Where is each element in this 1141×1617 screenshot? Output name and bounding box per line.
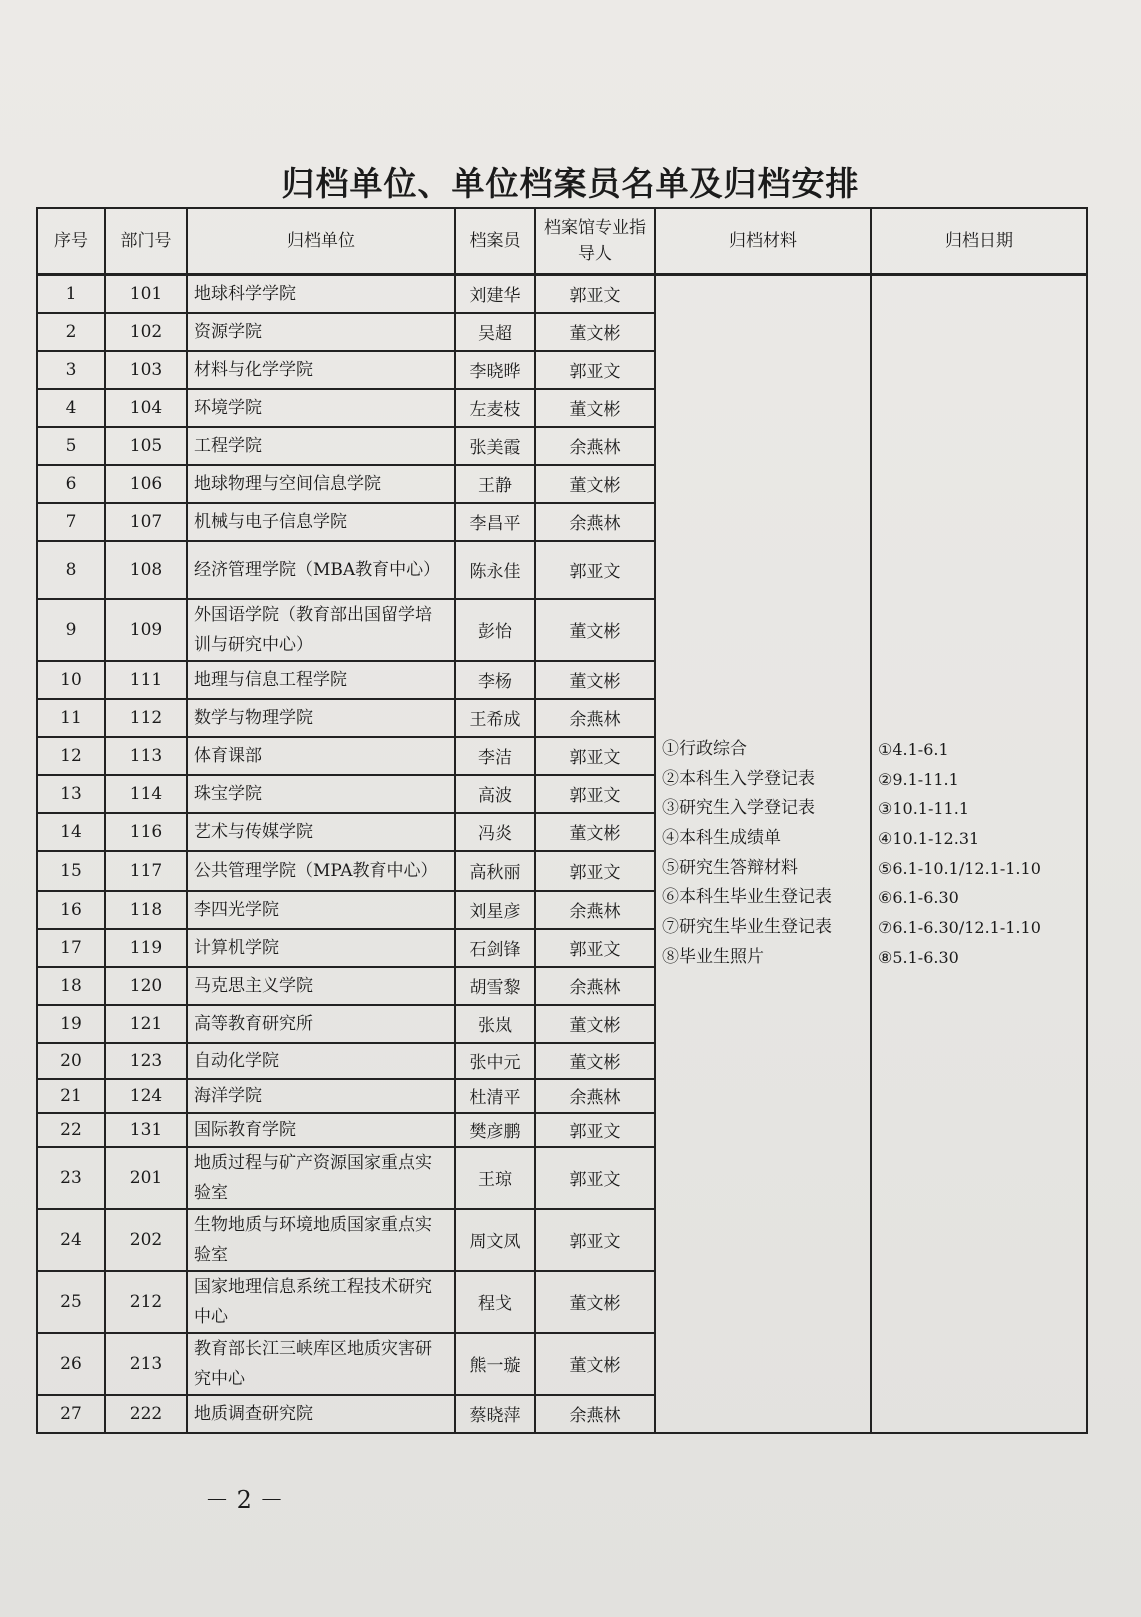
row-archivist: 樊彦鹏 <box>455 1113 535 1147</box>
row-archivist: 胡雪黎 <box>455 967 535 1005</box>
row-instructor: 董文彬 <box>535 313 655 351</box>
date-item: ⑥6.1-6.30 <box>878 888 959 908</box>
row-archivist: 左麦枝 <box>455 389 535 427</box>
row-dept-no: 113 <box>105 737 187 775</box>
row-archivist: 高秋丽 <box>455 851 535 891</box>
row-unit: 地质调查研究院 <box>187 1395 455 1433</box>
row-archivist: 李昌平 <box>455 503 535 541</box>
row-dept-no: 116 <box>105 813 187 851</box>
row-archivist: 熊一璇 <box>455 1333 535 1395</box>
row-seq: 21 <box>37 1079 105 1113</box>
row-unit: 地质过程与矿产资源国家重点实验室 <box>187 1147 455 1209</box>
row-seq: 13 <box>37 775 105 813</box>
row-unit: 环境学院 <box>187 389 455 427</box>
row-unit: 经济管理学院（MBA教育中心） <box>187 541 455 599</box>
row-unit: 公共管理学院（MPA教育中心） <box>187 851 455 891</box>
header-seq: 序号 <box>37 208 105 275</box>
row-unit: 艺术与传媒学院 <box>187 813 455 851</box>
row-seq: 22 <box>37 1113 105 1147</box>
table-header-row <box>37 208 1087 275</box>
material-item: ④本科生成绩单 <box>662 828 781 849</box>
row-dept-no: 107 <box>105 503 187 541</box>
row-instructor: 余燕林 <box>535 699 655 737</box>
row-seq: 7 <box>37 503 105 541</box>
row-seq: 26 <box>37 1333 105 1395</box>
row-unit: 李四光学院 <box>187 891 455 929</box>
row-archivist: 李洁 <box>455 737 535 775</box>
materials-cell <box>655 275 871 1433</box>
row-instructor: 郭亚文 <box>535 275 655 313</box>
row-seq: 15 <box>37 851 105 891</box>
row-archivist: 张中元 <box>455 1043 535 1079</box>
row-archivist: 刘建华 <box>455 275 535 313</box>
row-instructor: 郭亚文 <box>535 851 655 891</box>
material-item: ①行政综合 <box>662 739 747 759</box>
row-seq: 27 <box>37 1395 105 1433</box>
header-date: 归档日期 <box>871 208 1087 275</box>
row-instructor: 郭亚文 <box>535 1113 655 1147</box>
row-instructor: 余燕林 <box>535 1079 655 1113</box>
row-unit: 资源学院 <box>187 313 455 351</box>
table-body <box>37 275 1087 1433</box>
row-archivist: 王静 <box>455 465 535 503</box>
row-seq: 24 <box>37 1209 105 1271</box>
material-item: ③研究生入学登记表 <box>662 798 815 819</box>
row-dept-no: 222 <box>105 1395 187 1433</box>
row-archivist: 王希成 <box>455 699 535 737</box>
row-dept-no: 123 <box>105 1043 187 1079</box>
row-dept-no: 121 <box>105 1005 187 1043</box>
row-dept-no: 120 <box>105 967 187 1005</box>
row-dept-no: 213 <box>105 1333 187 1395</box>
row-archivist: 杜清平 <box>455 1079 535 1113</box>
row-dept-no: 112 <box>105 699 187 737</box>
material-item: ⑦研究生毕业生登记表 <box>662 917 832 938</box>
row-archivist: 陈永佳 <box>455 541 535 599</box>
row-instructor: 董文彬 <box>535 661 655 699</box>
row-archivist: 冯炎 <box>455 813 535 851</box>
row-dept-no: 111 <box>105 661 187 699</box>
row-seq: 3 <box>37 351 105 389</box>
row-unit: 自动化学院 <box>187 1043 455 1079</box>
row-instructor: 余燕林 <box>535 891 655 929</box>
row-archivist: 王琼 <box>455 1147 535 1209</box>
row-dept-no: 101 <box>105 275 187 313</box>
row-unit: 计算机学院 <box>187 929 455 967</box>
page-title: 归档单位、单位档案员名单及归档安排 <box>281 164 860 203</box>
row-instructor: 董文彬 <box>535 813 655 851</box>
row-archivist: 高波 <box>455 775 535 813</box>
row-dept-no: 108 <box>105 541 187 599</box>
row-instructor: 郭亚文 <box>535 1147 655 1209</box>
row-dept-no: 118 <box>105 891 187 929</box>
row-unit: 地球物理与空间信息学院 <box>187 465 455 503</box>
row-seq: 11 <box>37 699 105 737</box>
row-archivist: 刘星彦 <box>455 891 535 929</box>
row-seq: 10 <box>37 661 105 699</box>
row-unit: 马克思主义学院 <box>187 967 455 1005</box>
row-unit: 海洋学院 <box>187 1079 455 1113</box>
header-instructor: 档案馆专业指导人 <box>535 208 655 275</box>
material-item: ⑤研究生答辩材料 <box>662 857 798 878</box>
row-instructor: 郭亚文 <box>535 775 655 813</box>
row-seq: 19 <box>37 1005 105 1043</box>
row-dept-no: 105 <box>105 427 187 465</box>
date-item: ④10.1-12.31 <box>878 829 980 849</box>
row-archivist: 吴超 <box>455 313 535 351</box>
row-seq: 16 <box>37 891 105 929</box>
row-seq: 12 <box>37 737 105 775</box>
row-seq: 20 <box>37 1043 105 1079</box>
row-instructor: 董文彬 <box>535 599 655 661</box>
header-materials: 归档材料 <box>655 208 871 275</box>
table-row <box>37 275 1087 313</box>
row-unit: 高等教育研究所 <box>187 1005 455 1043</box>
row-seq: 18 <box>37 967 105 1005</box>
row-instructor: 董文彬 <box>535 1333 655 1395</box>
row-dept-no: 124 <box>105 1079 187 1113</box>
row-seq: 8 <box>37 541 105 599</box>
header-archivist: 档案员 <box>455 208 535 275</box>
row-dept-no: 104 <box>105 389 187 427</box>
row-instructor: 郭亚文 <box>535 541 655 599</box>
row-archivist: 程戈 <box>455 1271 535 1333</box>
dates-cell <box>871 275 1087 1433</box>
row-archivist: 彭怡 <box>455 599 535 661</box>
archive-roster-table <box>36 207 1088 1434</box>
row-unit: 机械与电子信息学院 <box>187 503 455 541</box>
row-seq: 4 <box>37 389 105 427</box>
row-archivist: 李晓晔 <box>455 351 535 389</box>
row-unit: 外国语学院（教育部出国留学培训与研究中心） <box>187 599 455 661</box>
row-unit: 珠宝学院 <box>187 775 455 813</box>
row-unit: 国家地理信息系统工程技术研究中心 <box>187 1271 455 1333</box>
row-unit: 材料与化学学院 <box>187 351 455 389</box>
material-item: ②本科生入学登记表 <box>662 768 815 789</box>
date-item: ①4.1-6.1 <box>878 740 949 759</box>
row-unit: 地理与信息工程学院 <box>187 661 455 699</box>
row-seq: 9 <box>37 599 105 661</box>
date-item: ③10.1-11.1 <box>878 799 969 819</box>
row-instructor: 董文彬 <box>535 465 655 503</box>
row-instructor: 董文彬 <box>535 1043 655 1079</box>
row-unit: 数学与物理学院 <box>187 699 455 737</box>
header-dept-no: 部门号 <box>105 208 187 275</box>
row-archivist: 蔡晓萍 <box>455 1395 535 1433</box>
row-dept-no: 103 <box>105 351 187 389</box>
header-unit: 归档单位 <box>187 208 455 275</box>
row-unit: 工程学院 <box>187 427 455 465</box>
row-dept-no: 102 <box>105 313 187 351</box>
row-seq: 2 <box>37 313 105 351</box>
row-instructor: 郭亚文 <box>535 351 655 389</box>
row-dept-no: 119 <box>105 929 187 967</box>
row-instructor: 董文彬 <box>535 389 655 427</box>
row-unit: 教育部长江三峡库区地质灾害研究中心 <box>187 1333 455 1395</box>
row-dept-no: 117 <box>105 851 187 891</box>
material-item: ⑧毕业生照片 <box>662 946 764 967</box>
date-item: ⑤6.1-10.1/12.1-1.10 <box>878 858 1041 878</box>
row-archivist: 周文凤 <box>455 1209 535 1271</box>
row-archivist: 石剑锋 <box>455 929 535 967</box>
row-unit: 体育课部 <box>187 737 455 775</box>
material-item: ⑥本科生毕业生登记表 <box>662 887 832 908</box>
row-seq: 6 <box>37 465 105 503</box>
row-dept-no: 131 <box>105 1113 187 1147</box>
row-instructor: 余燕林 <box>535 503 655 541</box>
row-instructor: 余燕林 <box>535 427 655 465</box>
row-instructor: 董文彬 <box>535 1271 655 1333</box>
row-instructor: 郭亚文 <box>535 929 655 967</box>
row-seq: 14 <box>37 813 105 851</box>
row-seq: 25 <box>37 1271 105 1333</box>
row-seq: 17 <box>37 929 105 967</box>
row-instructor: 余燕林 <box>535 967 655 1005</box>
row-unit: 国际教育学院 <box>187 1113 455 1147</box>
row-dept-no: 201 <box>105 1147 187 1209</box>
row-instructor: 郭亚文 <box>535 737 655 775</box>
row-seq: 1 <box>37 275 105 313</box>
row-instructor: 董文彬 <box>535 1005 655 1043</box>
row-dept-no: 109 <box>105 599 187 661</box>
page-number: － 2 － <box>205 1486 284 1514</box>
row-dept-no: 106 <box>105 465 187 503</box>
row-archivist: 张岚 <box>455 1005 535 1043</box>
date-item: ⑧5.1-6.30 <box>878 947 959 967</box>
row-archivist: 张美霞 <box>455 427 535 465</box>
row-instructor: 余燕林 <box>535 1395 655 1433</box>
row-archivist: 李杨 <box>455 661 535 699</box>
row-dept-no: 202 <box>105 1209 187 1271</box>
row-dept-no: 212 <box>105 1271 187 1333</box>
row-instructor: 郭亚文 <box>535 1209 655 1271</box>
date-item: ⑦6.1-6.30/12.1-1.10 <box>878 918 1041 938</box>
row-seq: 23 <box>37 1147 105 1209</box>
date-item: ②9.1-11.1 <box>878 769 959 789</box>
row-unit: 地球科学学院 <box>187 275 455 313</box>
row-dept-no: 114 <box>105 775 187 813</box>
row-seq: 5 <box>37 427 105 465</box>
row-unit: 生物地质与环境地质国家重点实验室 <box>187 1209 455 1271</box>
